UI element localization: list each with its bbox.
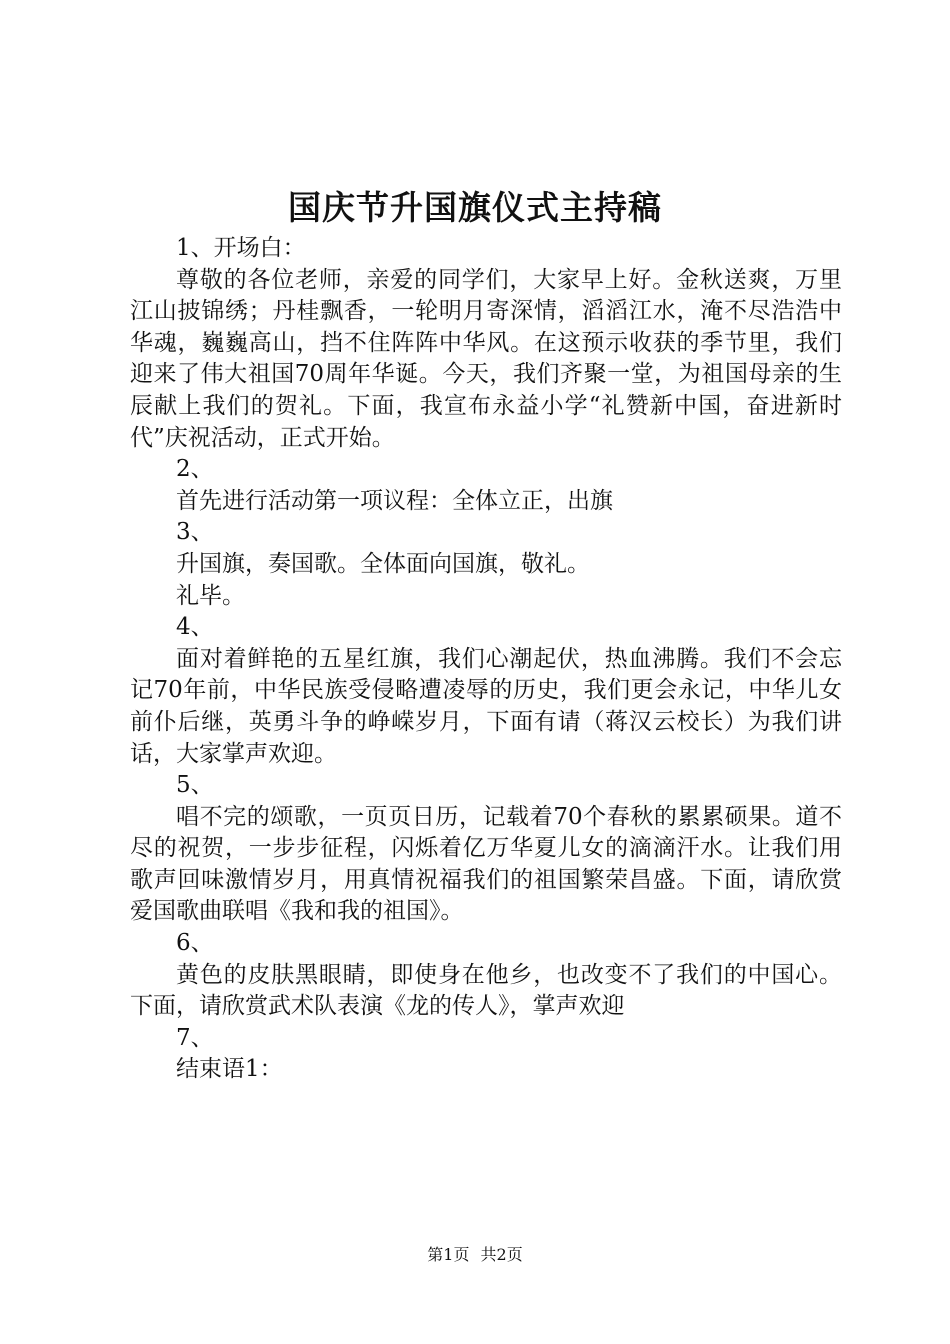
paragraph: 2、 (176, 456, 214, 483)
paragraph: 1、开场白： (176, 235, 306, 261)
paragraph: 7、 (176, 1024, 214, 1051)
paragraph: 尊敬的各位老师，亲爱的同学们，大家早上好。金秋送爽，万里江山披锦绣；丹桂飘香，一轮明月寄深情，滔滔江水，淹不尽浩浩中华魂，巍巍高山，挡不住阵阵中华风。在这预示收获的季节里，我们迎来了伟大祖国70周年华诞。今天，我们齐聚一堂，为祖国母亲的生辰献上我们的贺礼。下面，我宣布永益小学“礼赞新中国，奋进新时代”庆祝活动，正式开始。 (130, 266, 842, 451)
paragraph: 黄色的皮肤黑眼睛，即使身在他乡，也改变不了我们的中国心。下面，请欣赏武术队表演《龙的传人》，掌声欢迎 (130, 961, 842, 1020)
paragraph: 结束语1： (176, 1056, 283, 1083)
paragraph: 6、 (176, 930, 214, 957)
paragraph: 面对着鲜艳的五星红旗，我们心潮起伏，热血沸腾。我们不会忘记70年前，中华民族受侵略遭凌辱的历史，我们更会永记，中华儿女前仆后继，英勇斗争的峥嵘岁月，下面有请（蒋汉云校长）为我们讲话，大家掌声欢迎。 (130, 645, 842, 767)
paragraph: 升国旗，奏国歌。全体面向国旗，敬礼。 (176, 550, 590, 577)
paragraph: 5、 (176, 772, 214, 799)
paragraph: 4、 (176, 614, 214, 641)
paragraph: 3、 (176, 519, 214, 546)
page-footer (0, 1244, 950, 1266)
paragraph: 礼毕。 (176, 582, 245, 609)
document-title: 国庆节升国旗仪式主持稿 (288, 188, 662, 227)
document-body (130, 233, 842, 1086)
page-number: 第1页 (427, 1245, 470, 1264)
paragraph: 唱不完的颂歌，一页页日历，记载着70个春秋的累累硕果。道不尽的祝贺，一步步征程，闪烁着亿万华夏儿女的滴滴汗水。让我们用歌声回味激情岁月，用真情祝福我们的祖国繁荣昌盛。下面，请欣赏爱国歌曲联唱《我和我的祖国》。 (130, 803, 842, 925)
page-total: 共2页 (480, 1245, 523, 1264)
paragraph: 首先进行活动第一项议程：全体立正，出旗 (176, 487, 613, 514)
